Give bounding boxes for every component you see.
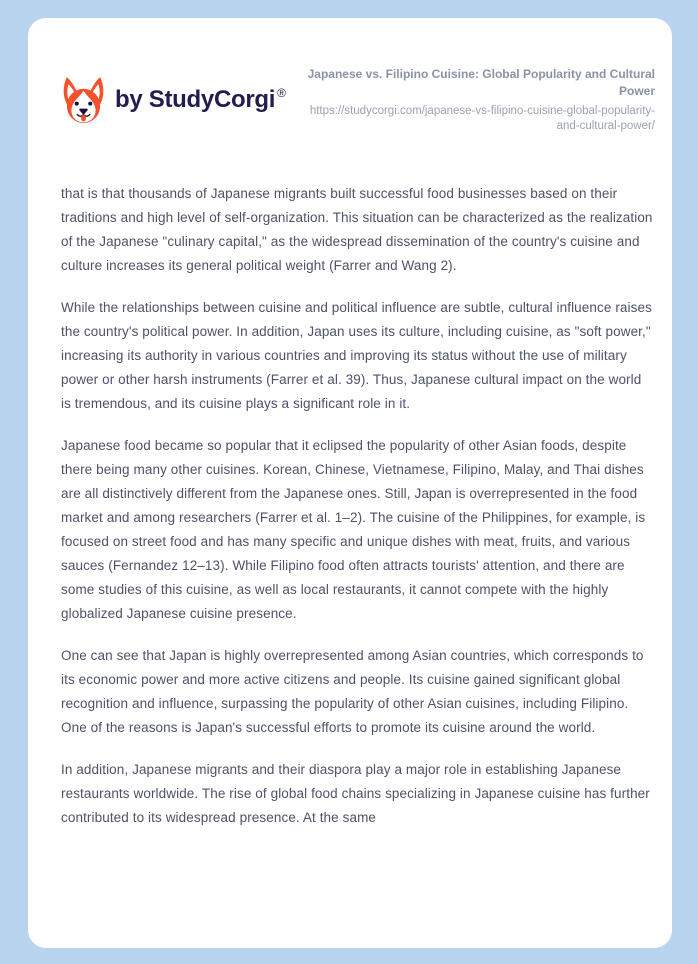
paragraph: that is that thousands of Japanese migrants built successful food businesses based on their traditions and high level of self-organization. This situation can be characterized as the realization of the Japanese "culinary capital," as the widespread dissemination of the country's cuisine and culture increases its general political weight (Farrer and Wang 2). <box>61 186 653 273</box>
paragraph: Japanese food became so popular that it eclipsed the popularity of other Asian foods, despite there being many other cuisines. Korean, Chinese, Vietnamese, Filipino, Malay, and Thai dishes are all distinctively different from the Japanese ones. Still, Japan is overrepresented in the food market and among researchers (Farrer et al. 1–2). The cuisine of the Philippines, for example, is focused on street food and has many specific and unique dishes with meat, fruits, and various sauces (Fernandez 12–13). While Filipino food often attracts tourists' attention, and there are some studies of this cuisine, as well as local restaurants, it cannot compete with the highly globalized Japanese cuisine presence. <box>61 438 646 621</box>
corgi-logo-icon <box>61 76 106 125</box>
document-url: https://studycorgi.com/japanese-vs-filipino-cuisine-global-popularity-and-cultural-power/ <box>309 105 655 132</box>
document-body <box>61 182 655 830</box>
document-card <box>28 18 672 948</box>
brand-text-label: by StudyCorgi <box>115 86 276 113</box>
brand-text <box>115 86 286 114</box>
paragraph: While the relationships between cuisine and political influence are subtle, cultural influence raises the country's political power. In addition, Japan uses its culture, including cuisine, as "soft power," increasing its authority in various countries and improving its status without the use of military power or other harsh instruments (Farrer et al. 39). Thus, Japanese cultural impact on the world is tremendous, and its cuisine plays a significant role in it. <box>61 300 652 411</box>
studycorgi-logo <box>61 76 286 125</box>
document-meta <box>305 66 655 134</box>
paragraph: In addition, Japanese migrants and their diaspora play a major role in establishing Japanese restaurants worldwide. The rise of global food chains specializing in Japanese cuisine has further contributed to its widespread presence. At the same <box>61 762 650 825</box>
document-title: Japanese vs. Filipino Cuisine: Global Popularity and Cultural Power <box>307 67 655 98</box>
paragraph: One can see that Japan is highly overrepresented among Asian countries, which corresponds to its economic power and more active citizens and people. Its cuisine gained significant global recognition and influence, surpassing the popularity of other Asian cuisines, including Filipino. One of the reasons is Japan's successful efforts to promote its cuisine around the world. <box>61 648 644 735</box>
registered-trademark-symbol: ® <box>277 86 286 100</box>
header <box>61 66 655 134</box>
